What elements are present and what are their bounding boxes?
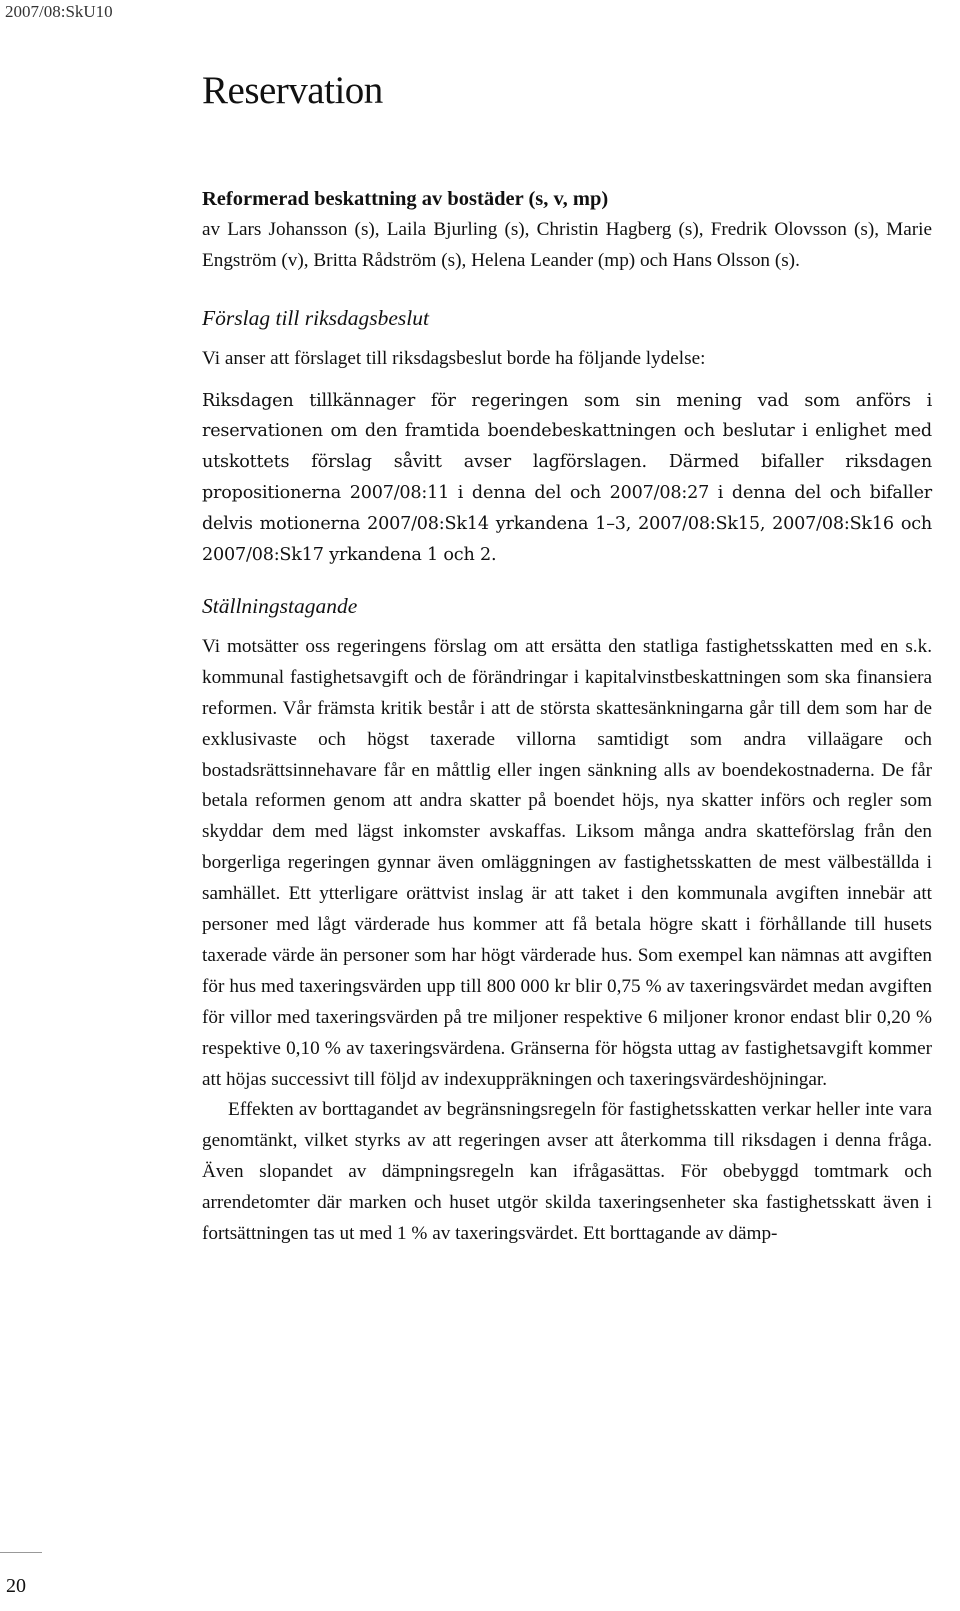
stance-heading: Ställningstagande [202,593,358,618]
stance-paragraph-1: Vi motsätter oss regeringens förslag om att ersätta den statliga fastighetsskatten med en s.k. kommunal fastighetsavgift och de förändringar i kapitalvinstbeskattningen som ska finansiera reformen. Vår främsta kritik består i att de största skattesänkningarna går till dem som har de exklusivaste och högst taxerade villorna samtidigt som andra villaägare och bostadsrättsinnehavare får en måttlig eller ingen sänkning alls av boendekostnaderna. De får betala reformen genom att andra skatter på boendet höjs, nya skatter införs och regler som skyddar dem med lägst inkomster avskaffas. Liksom många andra skatteförslag från den borgerliga regeringen gynnar även omläggningen av fastighetsskatten de mest välbeställda i samhället. Ett ytterligare orättvist inslag är att taket i den kommunala avgiften innebär att personer med lågt värderade hus kommer att få betala högre skatt i förhållande till husets taxerade värde än personer som har högt värderade hus. Som exempel kan nämnas att avgiften för hus med taxeringsvärden upp till 800 000 kr blir 0,75 % av taxeringsvärdet medan avgiften för villor med taxeringsvärden på tre miljoner respektive 6 miljoner kronor endast blir 0,20 % respektive 0,10 % av taxeringsvärdena. Gränserna för högsta uttag av fastighetsavgift kommer att höjas successivt till följd av indexuppräkningen och taxeringsvärdeshöjningar. [202,635,932,1090]
document-id: 2007/08:SkU10 [5,2,113,21]
reservation-title: Reformerad beskattning av bostäder (s, v, mp) [202,188,609,210]
page-corner-rule [0,1552,42,1553]
proposal-heading: Förslag till riksdagsbeslut [202,305,429,330]
page-title: Reservation [202,69,383,112]
reservation-content [202,184,932,1250]
proposal-lead: Vi anser att förslaget till riksdagsbeslut borde ha följande lydelse: [202,347,706,369]
proposal-text: Riksdagen tillkännager för regeringen som sin mening vad som anförs i reservationen om den framtida boendebeskattningen och beslutar i enlighet med utskottets förslag såvitt avser lagförslagen. Därmed bifaller riksdagen propositionerna 2007/08:11 i denna del och 2007/08:27 i denna del och bifaller delvis motionerna 2007/08:Sk14 yrkandena 1–3, 2007/08:Sk15, 2007/08:Sk16 och 2007/08:Sk17 yrkandena 1 och 2. [202,390,932,566]
stance-paragraph-2: Effekten av borttagandet av begränsningsregeln för fastighetsskatten verkar heller inte vara genomtänkt, vilket styrks av att regeringen avser att återkomma till riksdagen i denna fråga. Även slopandet av dämpningsregeln kan ifrågasättas. För obebyggd tomtmark och arrendetomter där marken och huset utgör skilda taxeringsenheter ska fastighetsskatt även i fortsättningen tas ut med 1 % av taxeringsvärdet. Ett borttagande av dämp- [202,1099,932,1245]
page-number: 20 [6,1575,26,1597]
reservation-authors: av Lars Johansson (s), Laila Bjurling (s), Christin Hagberg (s), Fredrik Olovsson (s), Marie Engström (v), Britta Rådström (s), Helena Leander (mp) och Hans Olsson (s). [202,218,932,271]
